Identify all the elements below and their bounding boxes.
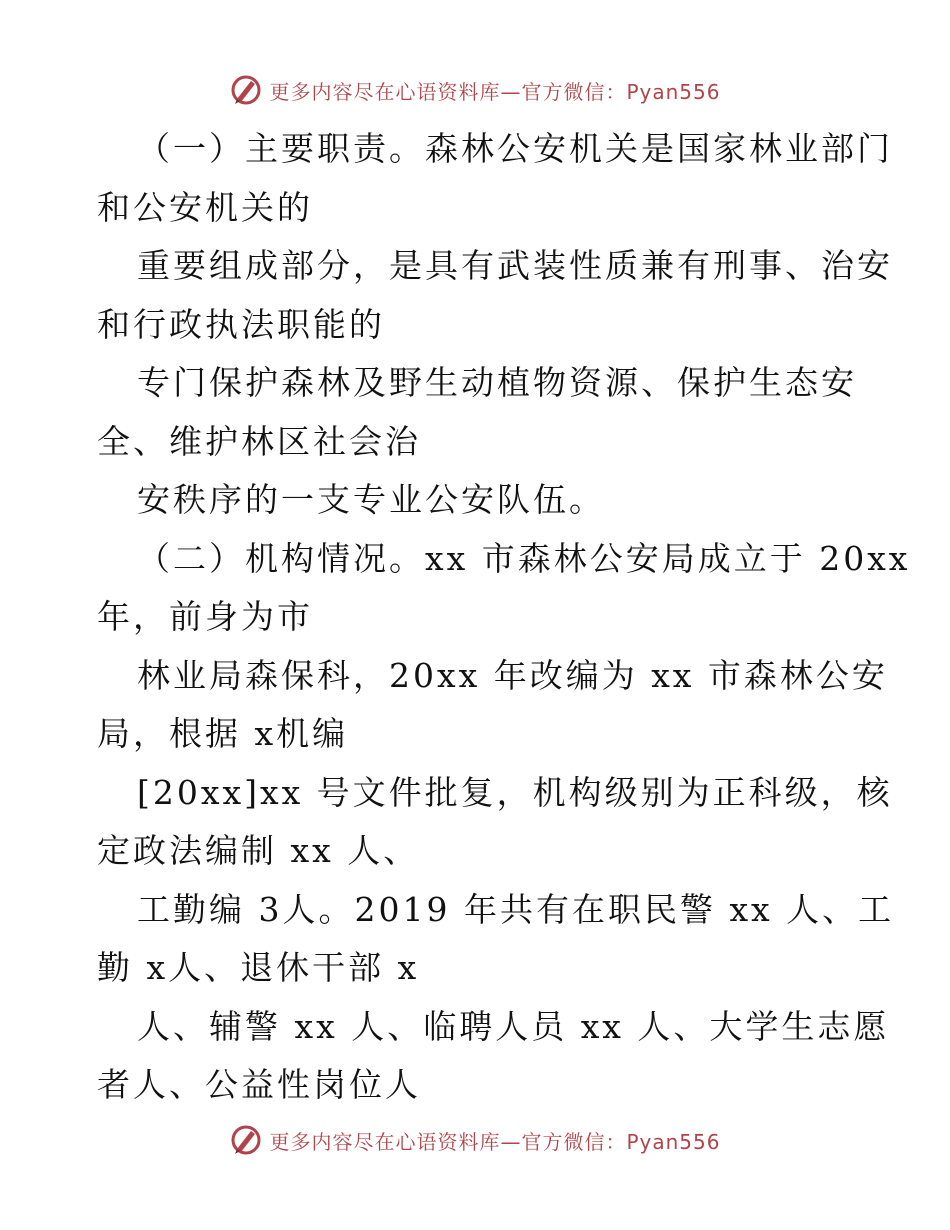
document-body — [97, 120, 911, 1115]
text-line: 全、维护林区社会治 — [97, 421, 421, 461]
text-line: 专门保护森林及野生动植物资源、保护生态安 — [137, 363, 857, 402]
text-line: 重要组成部分，是具有武装性质兼有刑事、治安 — [137, 246, 893, 285]
watermark-text: 更多内容尽在心语资料库—官方微信：Pyan556 — [269, 79, 721, 104]
text-line: 者人、公益性岗位人 — [97, 1065, 421, 1104]
header-watermark-banner — [0, 70, 950, 110]
text-line: 人、辅警 xx 人、临聘人员 xx 人、大学生志愿 — [137, 1006, 890, 1046]
text-line: （二）机构情况。xx 市森林公安局成立于 20xx — [137, 538, 911, 578]
text-line: 勤 x人、退休干部 x — [97, 948, 420, 987]
footer-watermark-banner — [0, 1120, 950, 1160]
text-line: 林业局森保科，20xx 年改编为 xx 市森林公安 — [137, 655, 888, 695]
text-line: 和行政执法职能的 — [97, 304, 385, 344]
text-line: 和公安机关的 — [97, 187, 313, 227]
text-line: 定政法编制 xx 人、 — [97, 831, 420, 870]
watermark-text: 更多内容尽在心语资料库—官方微信：Pyan556 — [269, 1129, 721, 1154]
text-line: 局，根据 x机编 — [97, 714, 349, 753]
text-line: 年，前身为市 — [97, 597, 313, 636]
text-line: （一）主要职责。森林公安机关是国家林业部门 — [137, 129, 893, 168]
pen-circle-logo-icon — [229, 73, 263, 107]
text-line: 工勤编 3人。2019 年共有在职民警 xx 人、工 — [137, 889, 895, 929]
text-line: 安秩序的一支专业公安队伍。 — [137, 480, 605, 519]
text-line: [20xx]xx 号文件批复，机构级别为正科级，核 — [137, 772, 893, 812]
pen-circle-logo-icon — [229, 1123, 263, 1157]
